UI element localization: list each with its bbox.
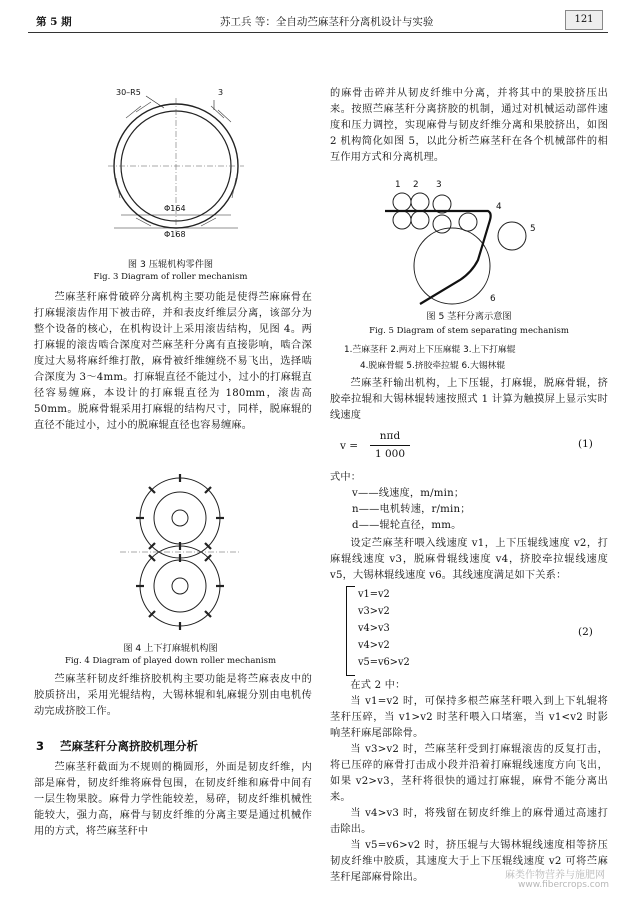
- running-title: 苏工兵 等：全自动苎麻茎秆分离机设计与实验: [220, 16, 434, 28]
- right-text-block-0: [330, 86, 608, 166]
- paragraph-v4-v3: 当 v4>v3 时，将残留在韧皮纤维上的麻骨通过高速打击除出。: [330, 808, 608, 835]
- watermark-url: www.fibercrops.com: [518, 880, 609, 890]
- paragraph-roller-design: 苎麻茎秆麻骨破碎分离机构主要功能是使得苎麻麻骨在打麻辊滚齿作用下被击碎，并和表皮纤维层分离，该部分为整个设备的核心，在机构设计上采用滚齿结构，见图 4。两打麻辊的滚齿啮合深度对苎麻茎秆分离有直接影响，啮合深度过大易将麻纤维打散，麻骨被纤维缠绕不易飞出，选择啮合深度为 3～4mm。打麻辊直径不能过小，过小的打麻辊直径容易缠麻，本设计的打麻辊直径为 180mm，滚齿高 50mm。脱麻骨辊采用打麻辊的结构尺寸，同样，脱麻辊的直径不能过小，过小的脱麻辊直径也容易缠麻。: [34, 292, 312, 431]
- fig5-legend-line2: 4.脱麻骨辊 5.挤胶牵拉辊 6.大锡林辊: [360, 361, 506, 371]
- fig4-caption-cn: 图 4 上下打麻辊机构图: [123, 643, 218, 654]
- eq2-line-2: v3>v2: [358, 606, 390, 617]
- fig5-label-6: 6: [490, 294, 496, 304]
- eq1-denominator: 1 000: [374, 448, 406, 460]
- right-text-block-1: [330, 376, 608, 424]
- def-v: v——线速度，m/min；: [352, 488, 465, 499]
- right-text-block-2: [330, 536, 608, 584]
- eq2-line-4: v4>v2: [358, 640, 390, 651]
- fig4-caption-en: Fig. 4 Diagram of played down roller mechanism: [64, 656, 277, 666]
- eq2-brace: [346, 586, 355, 676]
- variable-definitions: [330, 470, 608, 534]
- def-n: n——电机转速，r/min；: [352, 504, 471, 515]
- figure-5: [380, 180, 540, 305]
- def-d: d——辊轮直径，mm。: [352, 520, 462, 531]
- paragraph-v5-v6: 当 v5=v6>v2 时，挤压辊与大锡林辊线速度相等挤压韧皮纤维中胶质，其速度大于上下压辊线速度 v2 可将苎麻茎秆尾部麻骨除出。: [330, 840, 608, 883]
- eq1-numerator: nπd: [379, 430, 401, 442]
- fig3-caption-en: Fig. 3 Diagram of roller mechanism: [93, 272, 248, 282]
- eq1-number: (1): [578, 438, 593, 450]
- equation-2: [346, 586, 608, 678]
- stem-separation-diagram: [380, 180, 540, 305]
- paragraph-v3-v2: 当 v3>v2 时，苎麻茎秆受到打麻辊滚齿的反复打击，将已压碎的麻骨打击成小段并沿着打麻辊线速度方向飞出，如果 v2>v3，茎秆将很快的通过打麻辊，麻骨不能分离出来。: [330, 744, 608, 803]
- fig3-caption-cn: 图 3 压辊机构零件图: [127, 259, 214, 270]
- eq2-line-5: v5=v6>v2: [358, 657, 410, 668]
- section-number: 3: [36, 739, 45, 753]
- fig5-label-5: 5: [530, 224, 536, 234]
- fig5-label-3: 3: [436, 180, 442, 190]
- left-text-block-1: [34, 290, 312, 434]
- paragraph-v1-v2: 当 v1=v2 时，可保持多根苎麻茎秆喂入到上下轧辊将茎秆压碎，当 v1>v2 时茎秆喂入口堵塞，当 v1<v2 时影响茎秆麻尾部除骨。: [330, 696, 608, 739]
- left-text-block-3: [34, 760, 312, 840]
- figure-3: [96, 88, 256, 256]
- eq2-lines: [358, 586, 410, 671]
- fig5-label-2: 2: [413, 180, 419, 190]
- header-rule: [28, 32, 608, 33]
- paragraph-continuation: 的麻骨击碎并从韧皮纤维中分离，并将其中的果胶挤压出来。按照苎麻茎秆分离挤胶的机制，通过对机械运动部件速度和压力调控，实现麻骨与韧皮纤维分离和果胶挤出，如图 2 机构简化如图 5，以此分析苎麻茎秆在各个机械部件的相互作用方式和分离机理。: [330, 88, 608, 163]
- eq2-line-1: v1=v2: [358, 589, 390, 600]
- paragraph-squeeze-mechanism: 苎麻茎秆韧皮纤维挤胶机构主要功能是将苎麻表皮中的胶质挤出，采用光辊结构，大锡林辊和轧麻辊分别由电机传动完成挤胶工作。: [34, 674, 312, 717]
- equation-1: [340, 430, 608, 464]
- eq1-lhs: v =: [340, 440, 359, 452]
- left-text-block-2: [34, 672, 312, 720]
- fig5-caption-en: Fig. 5 Diagram of stem separating mechanism: [369, 326, 569, 336]
- section-title: 苎麻茎秆分离挤胶机理分析: [60, 739, 199, 753]
- page-number: 121: [565, 10, 603, 30]
- fig5-label-4: 4: [496, 202, 502, 212]
- page-header: [0, 6, 635, 32]
- fig5-caption-cn: 图 5 茎秆分离示意图: [426, 311, 512, 322]
- paragraph-stem-structure: 苎麻茎秆截面为不规则的椭圆形，外面是韧皮纤维，内部是麻骨，韧皮纤维将麻骨包围，在韧皮纤维和麻骨中间有一层生物果胶。麻骨力学性能较差，易碎，韧皮纤维机械性能较大，强力高，麻骨与韧皮纤维的分离主要是通过机械作用的方式，将苎麻茎秆中: [34, 762, 312, 837]
- dim-label-right: 3: [218, 88, 224, 97]
- eq1-fraction-bar: [370, 445, 410, 446]
- journal-issue: 第 5 期: [36, 16, 72, 28]
- dim-label-inner: Φ164: [164, 204, 186, 213]
- fig5-legend-line1: 1.苎麻茎秆 2.两对上下压麻辊 3.上下打麻辊: [344, 345, 516, 355]
- eq2-number: (2): [578, 626, 593, 638]
- in-equation-label: 在式 2 中：: [350, 680, 406, 691]
- section-heading-3: [36, 738, 314, 754]
- beater-roller-drawing: [100, 470, 260, 630]
- watermark-cn: 麻类作物营养与施肥网: [505, 870, 605, 881]
- eq2-line-3: v4>v3: [358, 623, 390, 634]
- figure-4: [100, 470, 260, 630]
- dim-label-top: 30–R5: [116, 88, 141, 97]
- where-label: 式中：: [330, 472, 362, 483]
- fig5-label-1: 1: [395, 180, 401, 190]
- dim-label-outer: Φ168: [164, 230, 186, 239]
- paragraph-line-speed-intro: 苎麻茎秆输出机构，上下压辊，打麻辊，脱麻骨辊，挤胶牵拉辊和大锡林辊转速按照式 1 计算为触摸屏上显示实时线速度: [330, 378, 608, 421]
- right-text-block-3: [330, 678, 608, 886]
- paragraph-speed-settings: 设定苎麻茎秆喂入线速度 v1，上下压辊线速度 v2，打麻辊线速度 v3，脱麻骨辊线速度 v4，挤胶牵拉辊线速度 v5，大锡林辊线速度 v6。其线速度满足如下关系：: [330, 538, 608, 581]
